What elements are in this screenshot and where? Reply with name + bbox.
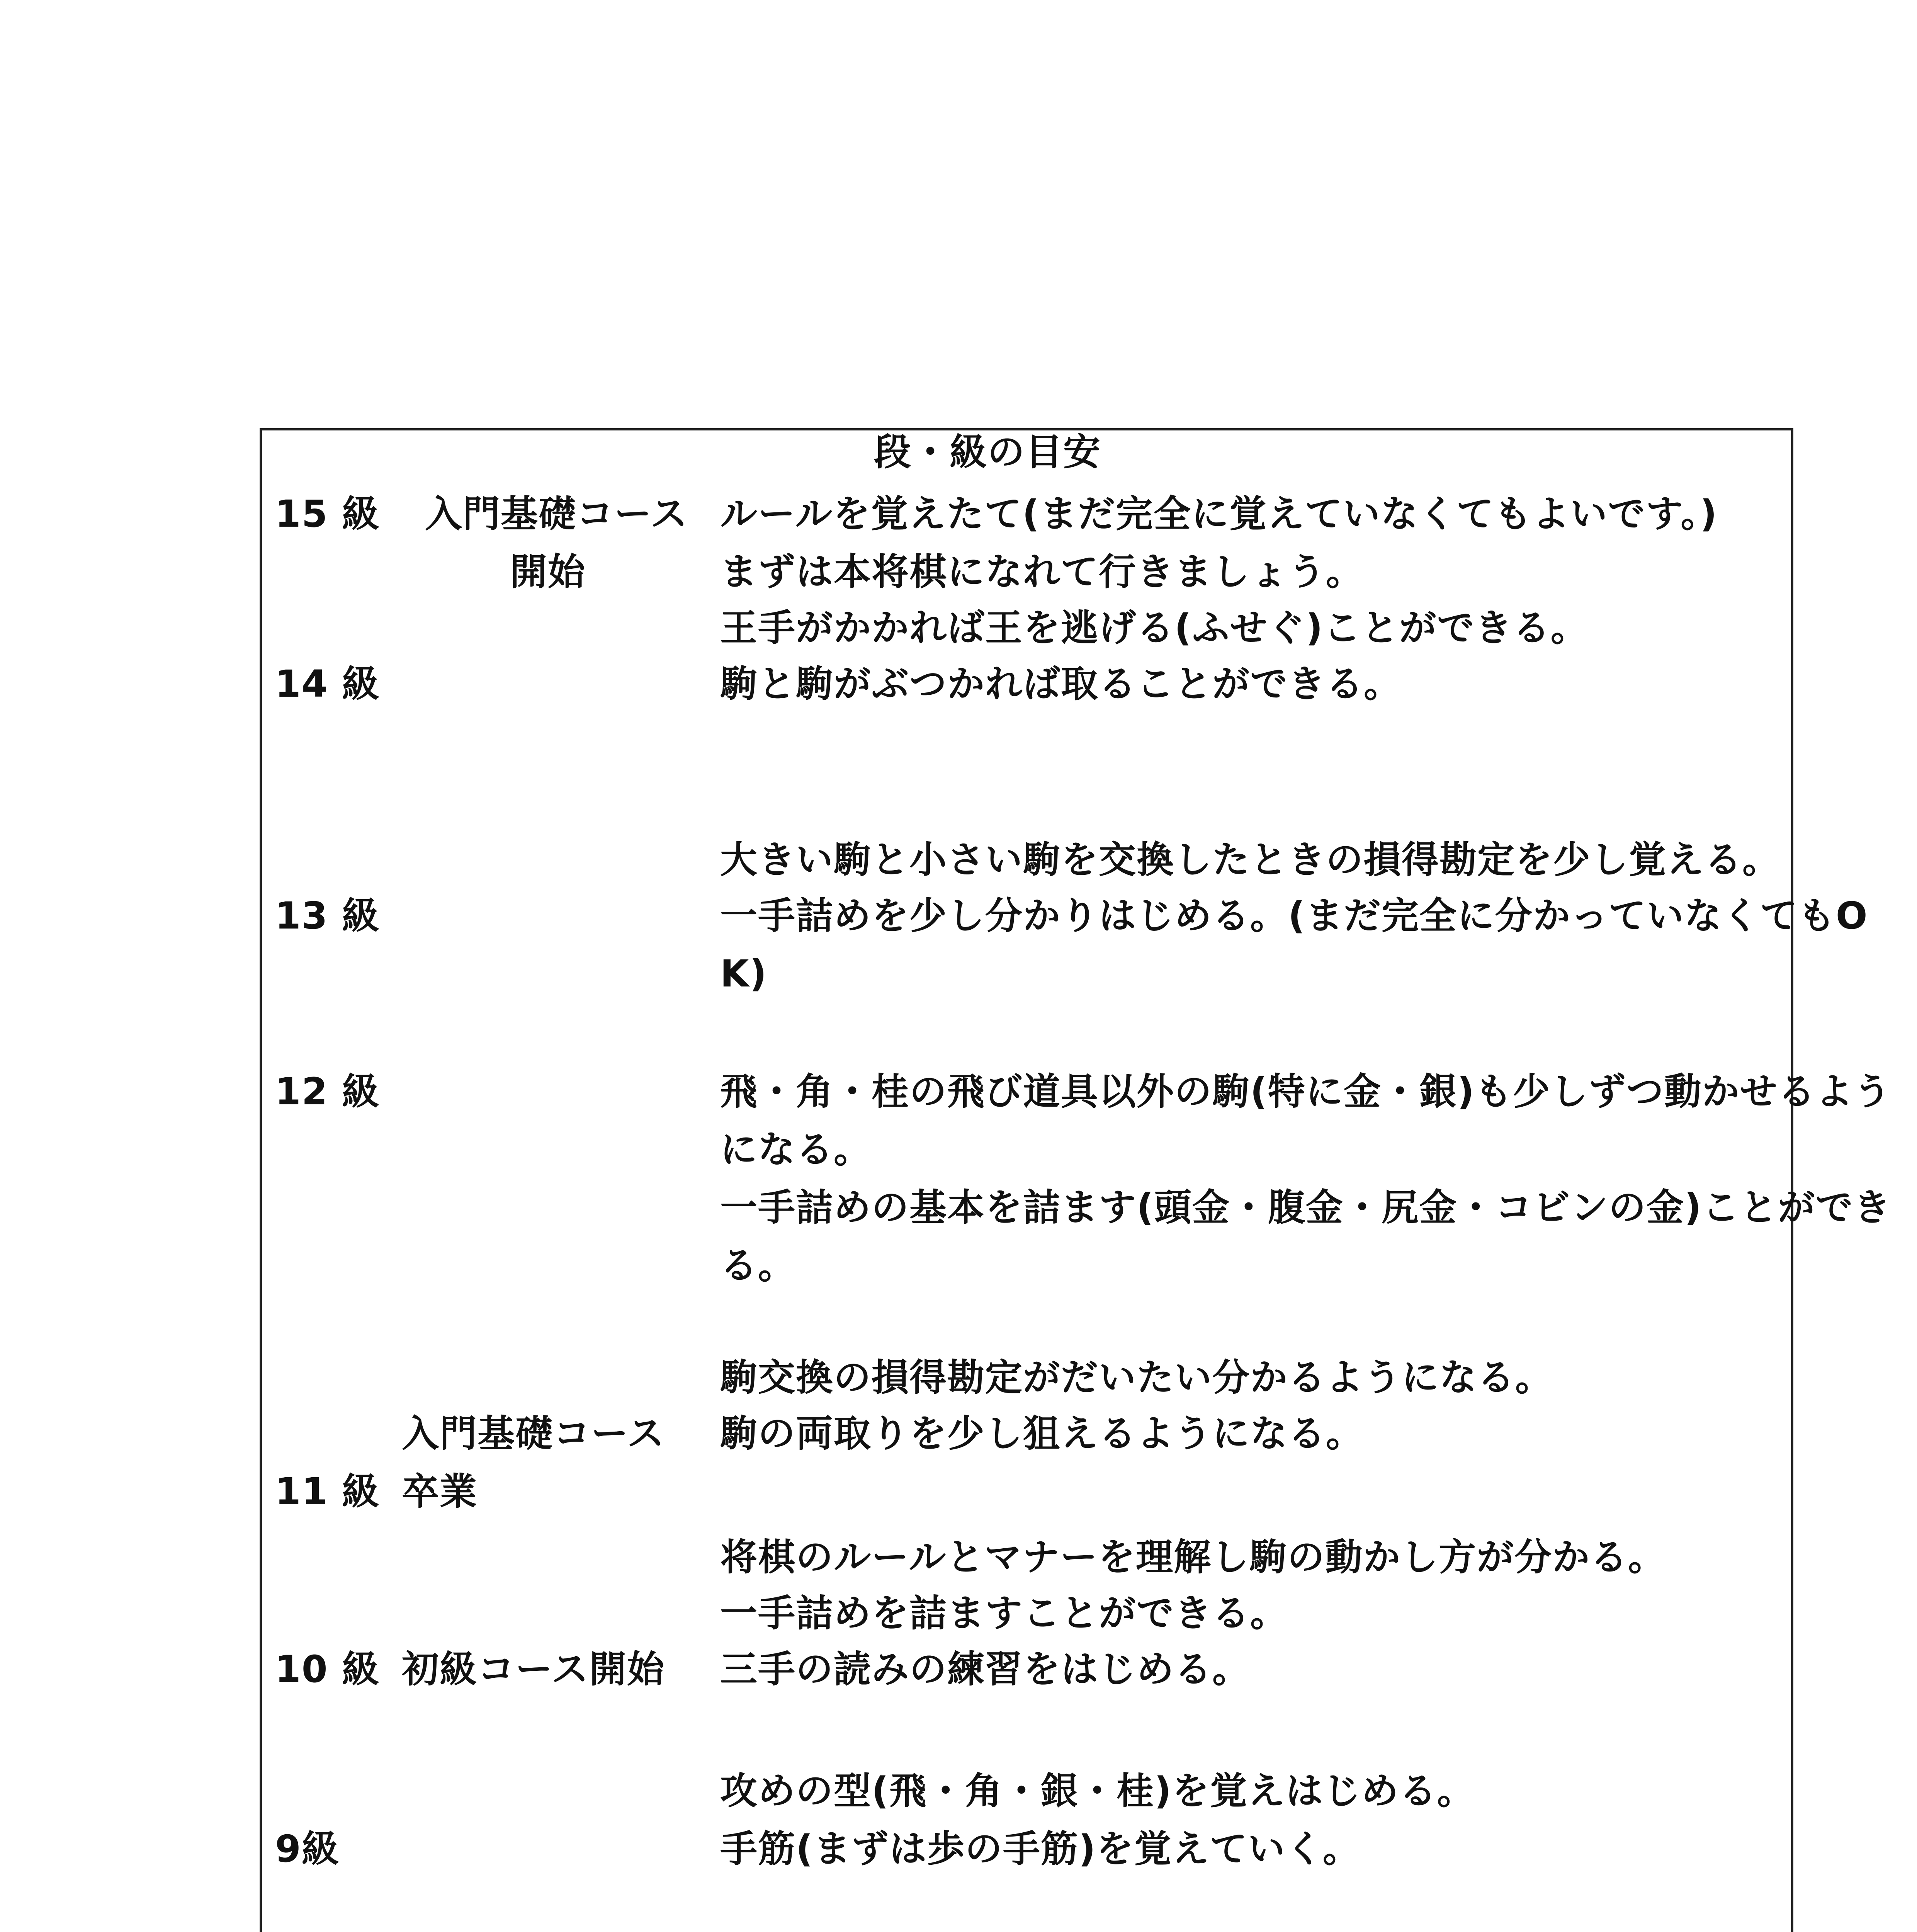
desc-line: 一手詰めを少し分かりはじめる。(まだ完全に分かっていなくてもO (720, 894, 1868, 937)
desc-line: 攻めの型(飛・角・銀・桂)を覚えはじめる。 (720, 1769, 1475, 1813)
desc-line: 駒交換の損得勘定がだいたい分かるようになる。 (720, 1356, 1553, 1399)
course-beginner-start: 初級コース開始 (402, 1648, 665, 1691)
grade-10: 10 級 (275, 1648, 380, 1691)
course-intro-grad-line1: 入門基礎コース (402, 1412, 665, 1455)
desc-line: 大きい駒と小さい駒を交換したときの損得勘定を少し覚える。 (720, 838, 1780, 881)
desc-line: 一手詰めを詰ますことができる。 (720, 1592, 1288, 1635)
desc-line: 手筋(まずは歩の手筋)を覚えていく。 (720, 1827, 1361, 1871)
grade-14: 14 級 (275, 662, 380, 706)
desc-line: 王手がかかれば王を逃げる(ふせぐ)ことができる。 (720, 606, 1589, 650)
page-title: 段・級の目安 (874, 430, 1101, 474)
desc-line: 飛・角・桂の飛び道具以外の駒(特に金・銀)も少しずつ動かせるよう (720, 1070, 1892, 1113)
desc-line: になる。 (720, 1128, 872, 1171)
grade-12: 12 級 (275, 1070, 380, 1113)
course-intro-start-line1: 入門基礎コース (425, 492, 688, 536)
desc-line: K) (720, 952, 768, 995)
grade-13: 13 級 (275, 894, 380, 937)
desc-line: 将棋のルールとマナーを理解し駒の動かし方が分かる。 (720, 1536, 1666, 1579)
grade-11: 11 級 (275, 1470, 380, 1513)
grade-15: 15 級 (275, 492, 380, 536)
desc-line: 三手の読みの練習をはじめる。 (720, 1648, 1250, 1691)
desc-line: 駒と駒がぶつかれば取ることができる。 (720, 662, 1402, 706)
course-intro-grad-line2: 卒業 (402, 1470, 478, 1513)
desc-line: 駒の両取りを少し狙えるようになる。 (720, 1412, 1364, 1455)
desc-line: ルールを覚えたて(まだ完全に覚えていなくてもよいです。) (720, 492, 1718, 536)
grade-9: 9級 (275, 1827, 340, 1871)
desc-line: まずは本将棋になれて行きましょう。 (720, 550, 1364, 594)
table-frame (260, 428, 1793, 1932)
desc-line: る。 (720, 1244, 796, 1287)
desc-line: 一手詰めの基本を詰ます(頭金・腹金・尻金・コビンの金)ことができ (720, 1186, 1892, 1229)
course-intro-start-line2: 開始 (510, 550, 586, 594)
